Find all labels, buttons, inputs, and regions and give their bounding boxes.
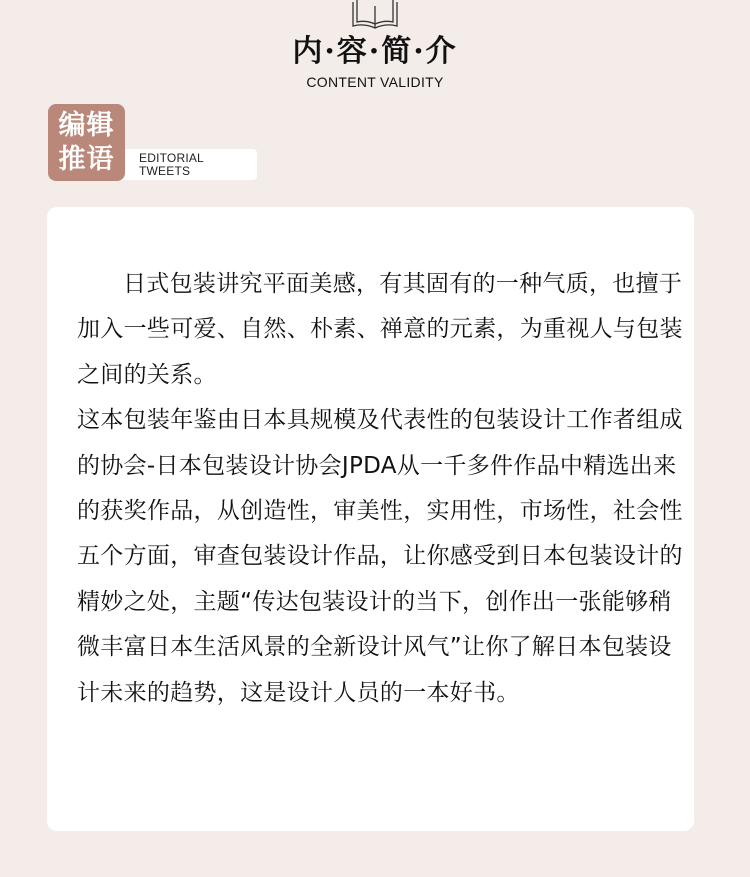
- section-label-english: [139, 152, 204, 178]
- content-paragraph-2: 这本包装年鉴由日本具规模及代表性的包装设计工作者组成的协会-日本包装设计协会JPDA从一千多件作品中精选出来的获奖作品，从创造性，审美性，实用性，市场性，社会性五个方面，审查包装设计作品，让你感受到日本包装设计的精妙之处，主题“传达包装设计的当下，创作出一张能够稍微丰富日本生活风景的全新设计风气”让你了解日本包装设计未来的趋势，这是设计人员的一本好书。: [77, 407, 683, 706]
- section-label-english-line2: TWEETS: [139, 164, 191, 178]
- page-title: 内·容·简·介: [292, 34, 458, 69]
- page-subtitle: CONTENT VALIDITY: [306, 74, 444, 90]
- section-label-english-line1: EDITORIAL: [139, 151, 204, 165]
- content-body: [77, 262, 689, 716]
- section-badge-line2: 推语: [58, 144, 115, 175]
- open-book-icon: [350, 0, 400, 32]
- section-badge-line1: 编辑: [58, 110, 115, 141]
- content-paragraph-1: 日式包装讲究平面美感，有其固有的一种气质，也擅于加入一些可爱、自然、朴素、禅意的元素，为重视人与包装之间的关系。: [77, 271, 683, 388]
- content-card: [47, 207, 694, 831]
- section-badge: [48, 104, 125, 181]
